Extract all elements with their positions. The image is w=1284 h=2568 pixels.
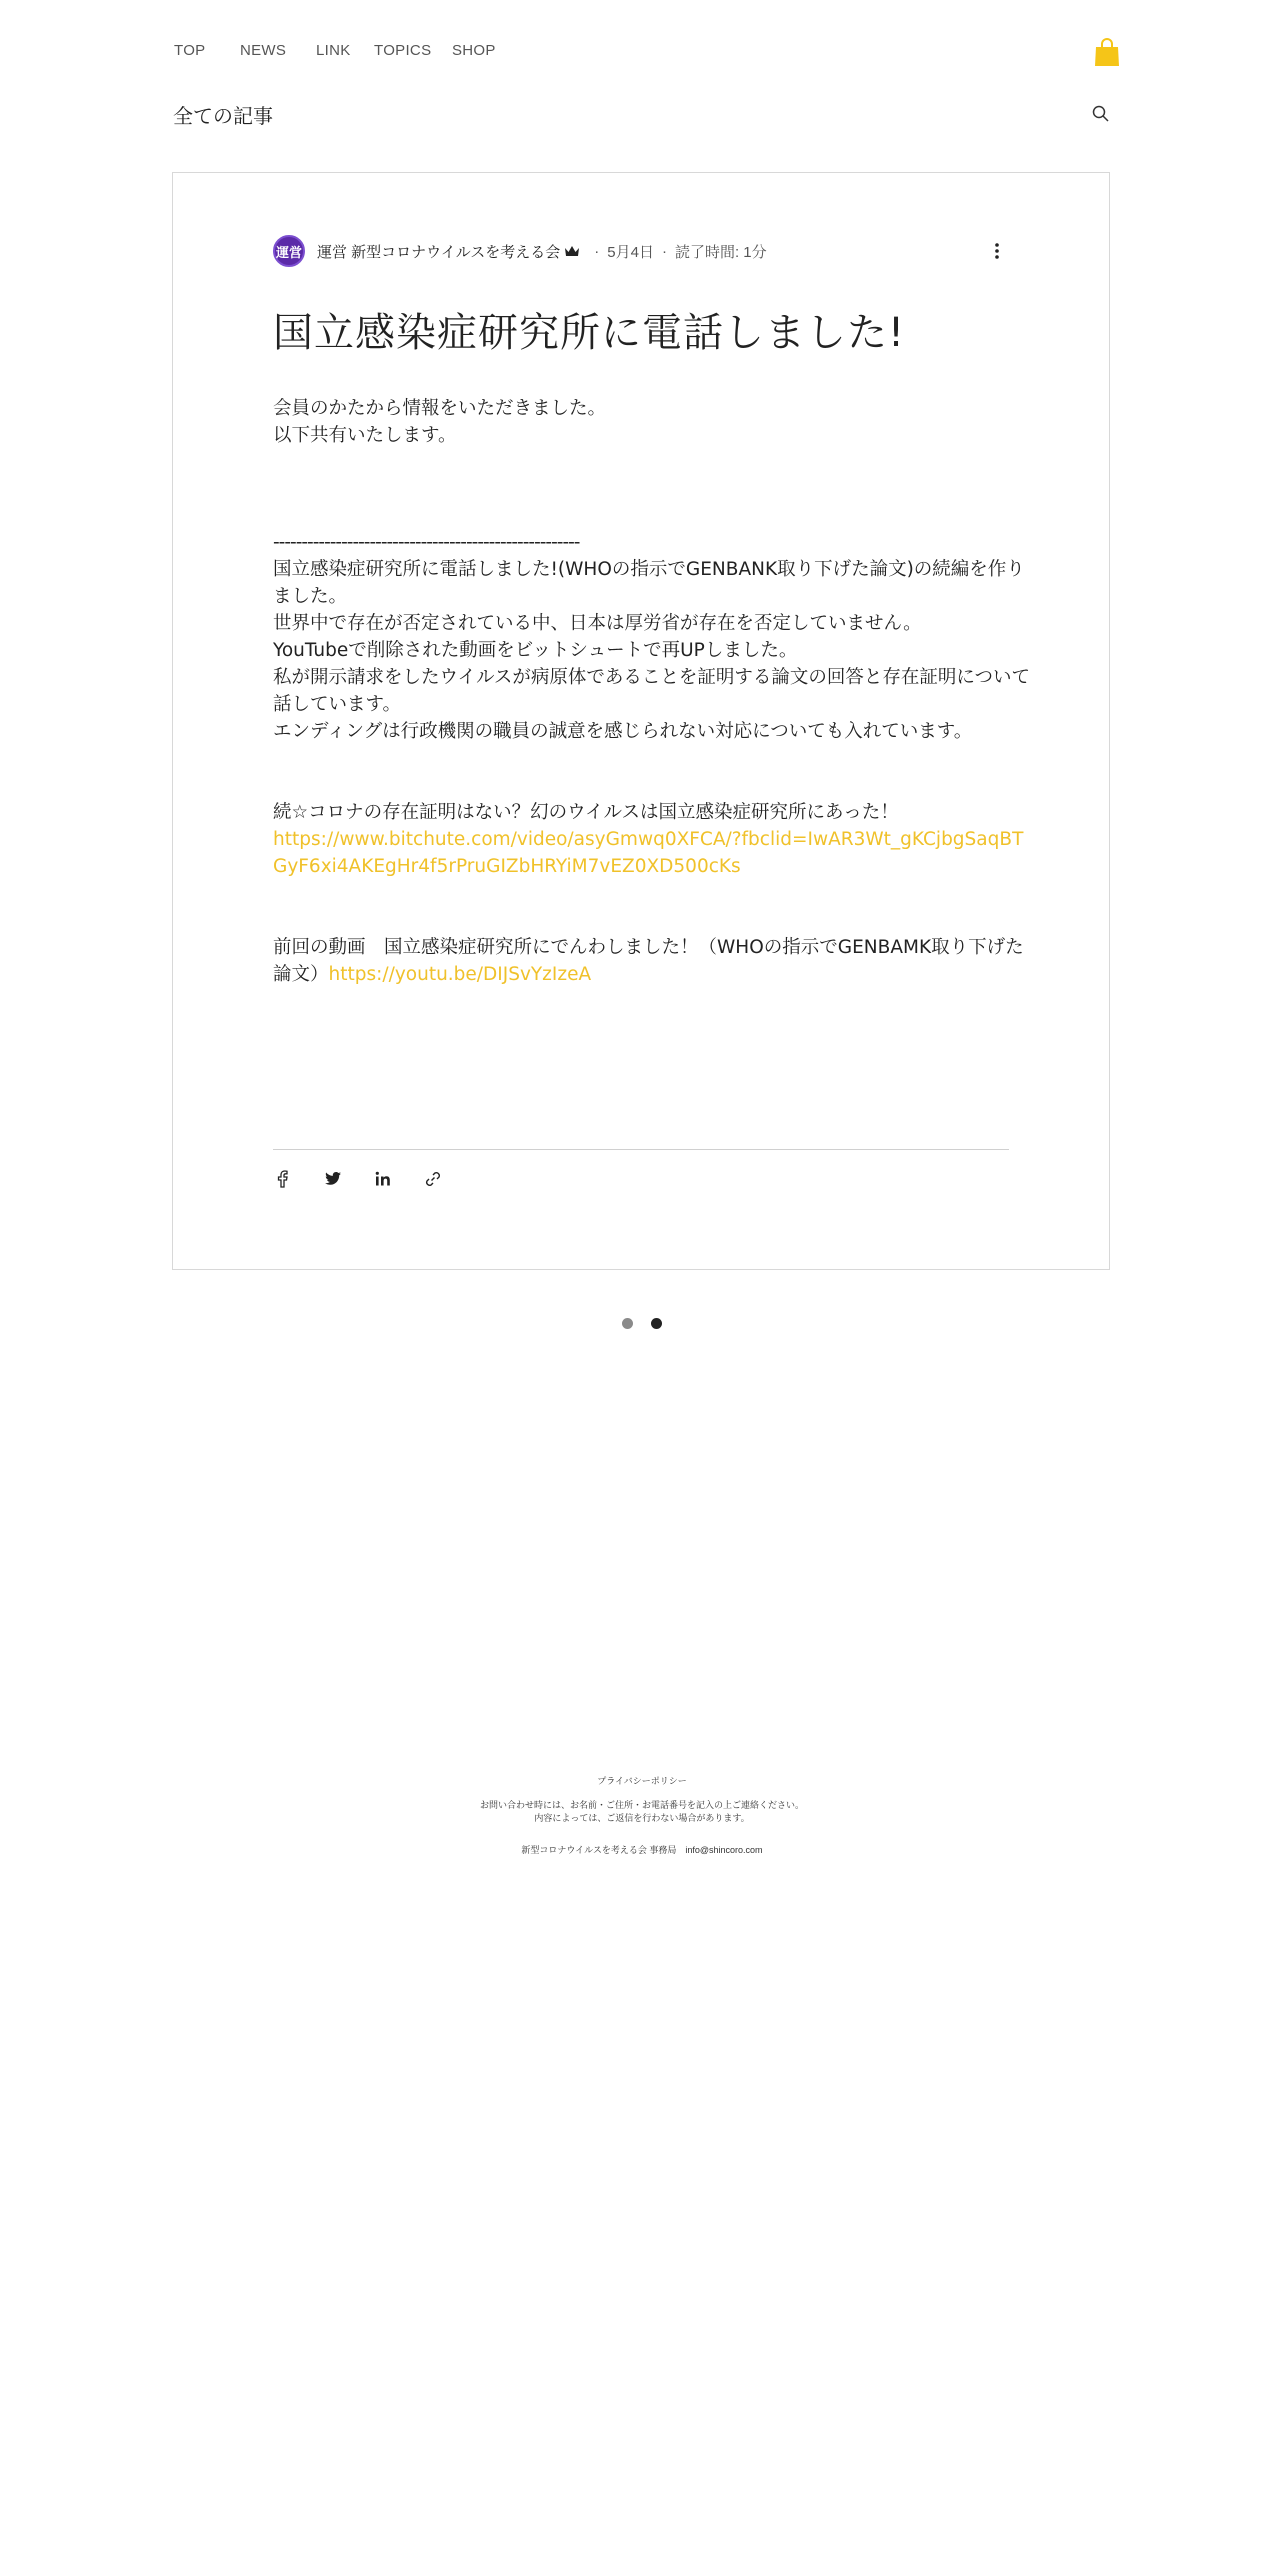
footer-notice-line: 内容によっては、ご返信を行わない場合があります。 xyxy=(534,1813,750,1823)
author-name[interactable]: 運営 新型コロナウイルスを考える会 xyxy=(317,243,561,261)
footer xyxy=(0,1774,1284,1856)
share-bar xyxy=(273,1169,443,1189)
nav-item-shop[interactable]: SHOP xyxy=(452,42,496,59)
paragraph: 続☆コロナの存在証明はない？幻のウイルスは国立感染症研究所にあった！ xyxy=(273,802,899,823)
nav-item-news[interactable]: NEWS xyxy=(240,42,287,59)
meta-separator: · xyxy=(661,242,667,260)
nav-item-topics[interactable]: TOPICS xyxy=(374,42,432,59)
shopping-bag-icon[interactable] xyxy=(1094,38,1120,68)
post-date: 5月4日 xyxy=(607,243,654,261)
blog-section-title[interactable]: 全ての記事 xyxy=(173,106,273,128)
paragraph: 会員のかたから情報をいただきました。 xyxy=(273,398,607,419)
post-card xyxy=(172,172,1110,1270)
paragraph-text: 前回の動画 国立感染症研究所にでんわしました！（WHOの指示でGENBAMK取り下げた論文） xyxy=(273,937,1024,985)
post-meta xyxy=(273,235,767,267)
paragraph: YouTubeで削除された動画をビットシュートで再UPしました。 xyxy=(273,640,798,661)
privacy-policy-link[interactable]: プライバシーポリシー xyxy=(597,1776,687,1786)
paragraph: 国立感染症研究所に電話しました!(WHOの指示でGENBANK取り下げた論文)の続編を作りました。 xyxy=(273,559,1025,607)
post-body xyxy=(273,395,1033,988)
youtube-link[interactable]: https://youtu.be/DIJSvYzIzeA xyxy=(328,964,592,985)
divider xyxy=(273,1149,1009,1150)
post-title: 国立感染症研究所に電話しました! xyxy=(273,310,906,356)
link-icon[interactable] xyxy=(423,1169,443,1189)
linkedin-icon[interactable] xyxy=(373,1169,393,1189)
nav-item-link[interactable]: LINK xyxy=(316,42,351,59)
search-icon[interactable] xyxy=(1091,104,1111,124)
separator-line: ------------------------------------------------------ xyxy=(273,532,580,553)
paragraph: 私が開示請求をしたウイルスが病原体であることを証明する論文の回答と存在証明について話しています。 xyxy=(273,667,1031,715)
pagination-dot-active[interactable] xyxy=(651,1318,662,1329)
twitter-icon[interactable] xyxy=(323,1169,343,1189)
paragraph: 世界中で存在が否定されている中、日本は厚労省が存在を否定していません。 xyxy=(273,613,922,634)
paragraph: エンディングは行政機関の職員の誠意を感じられない対応についても入れています。 xyxy=(273,721,973,742)
read-time: 読了時間: 1分 xyxy=(674,243,767,261)
crown-icon xyxy=(564,245,580,257)
avatar[interactable]: 運営 xyxy=(273,235,305,267)
nav-item-top[interactable]: TOP xyxy=(174,42,206,59)
facebook-icon[interactable] xyxy=(273,1169,293,1189)
paragraph xyxy=(273,934,1033,988)
bitchute-link[interactable]: https://www.bitchute.com/video/asyGmwq0XFCA/?fbclid=IwAR3Wt_gKCjbgSaqBTGyF6xi4AKEgHr4f5rPruGIZbHRYiM7vEZ0XD500cKs xyxy=(273,829,1024,877)
pagination-dot[interactable] xyxy=(622,1318,633,1329)
blog-header xyxy=(173,100,1111,130)
footer-notice-line: お問い合わせ時には、お名前・ご住所・お電話番号を記入の上ご連絡ください。 xyxy=(479,1800,804,1810)
more-options-icon[interactable] xyxy=(985,239,1009,263)
footer-contact: 新型コロナウイルスを考える会 事務局 info@shincoro.com xyxy=(521,1845,763,1855)
pagination-dots xyxy=(622,1318,662,1329)
meta-separator: · xyxy=(594,242,600,260)
paragraph: 以下共有いたします。 xyxy=(273,425,457,446)
